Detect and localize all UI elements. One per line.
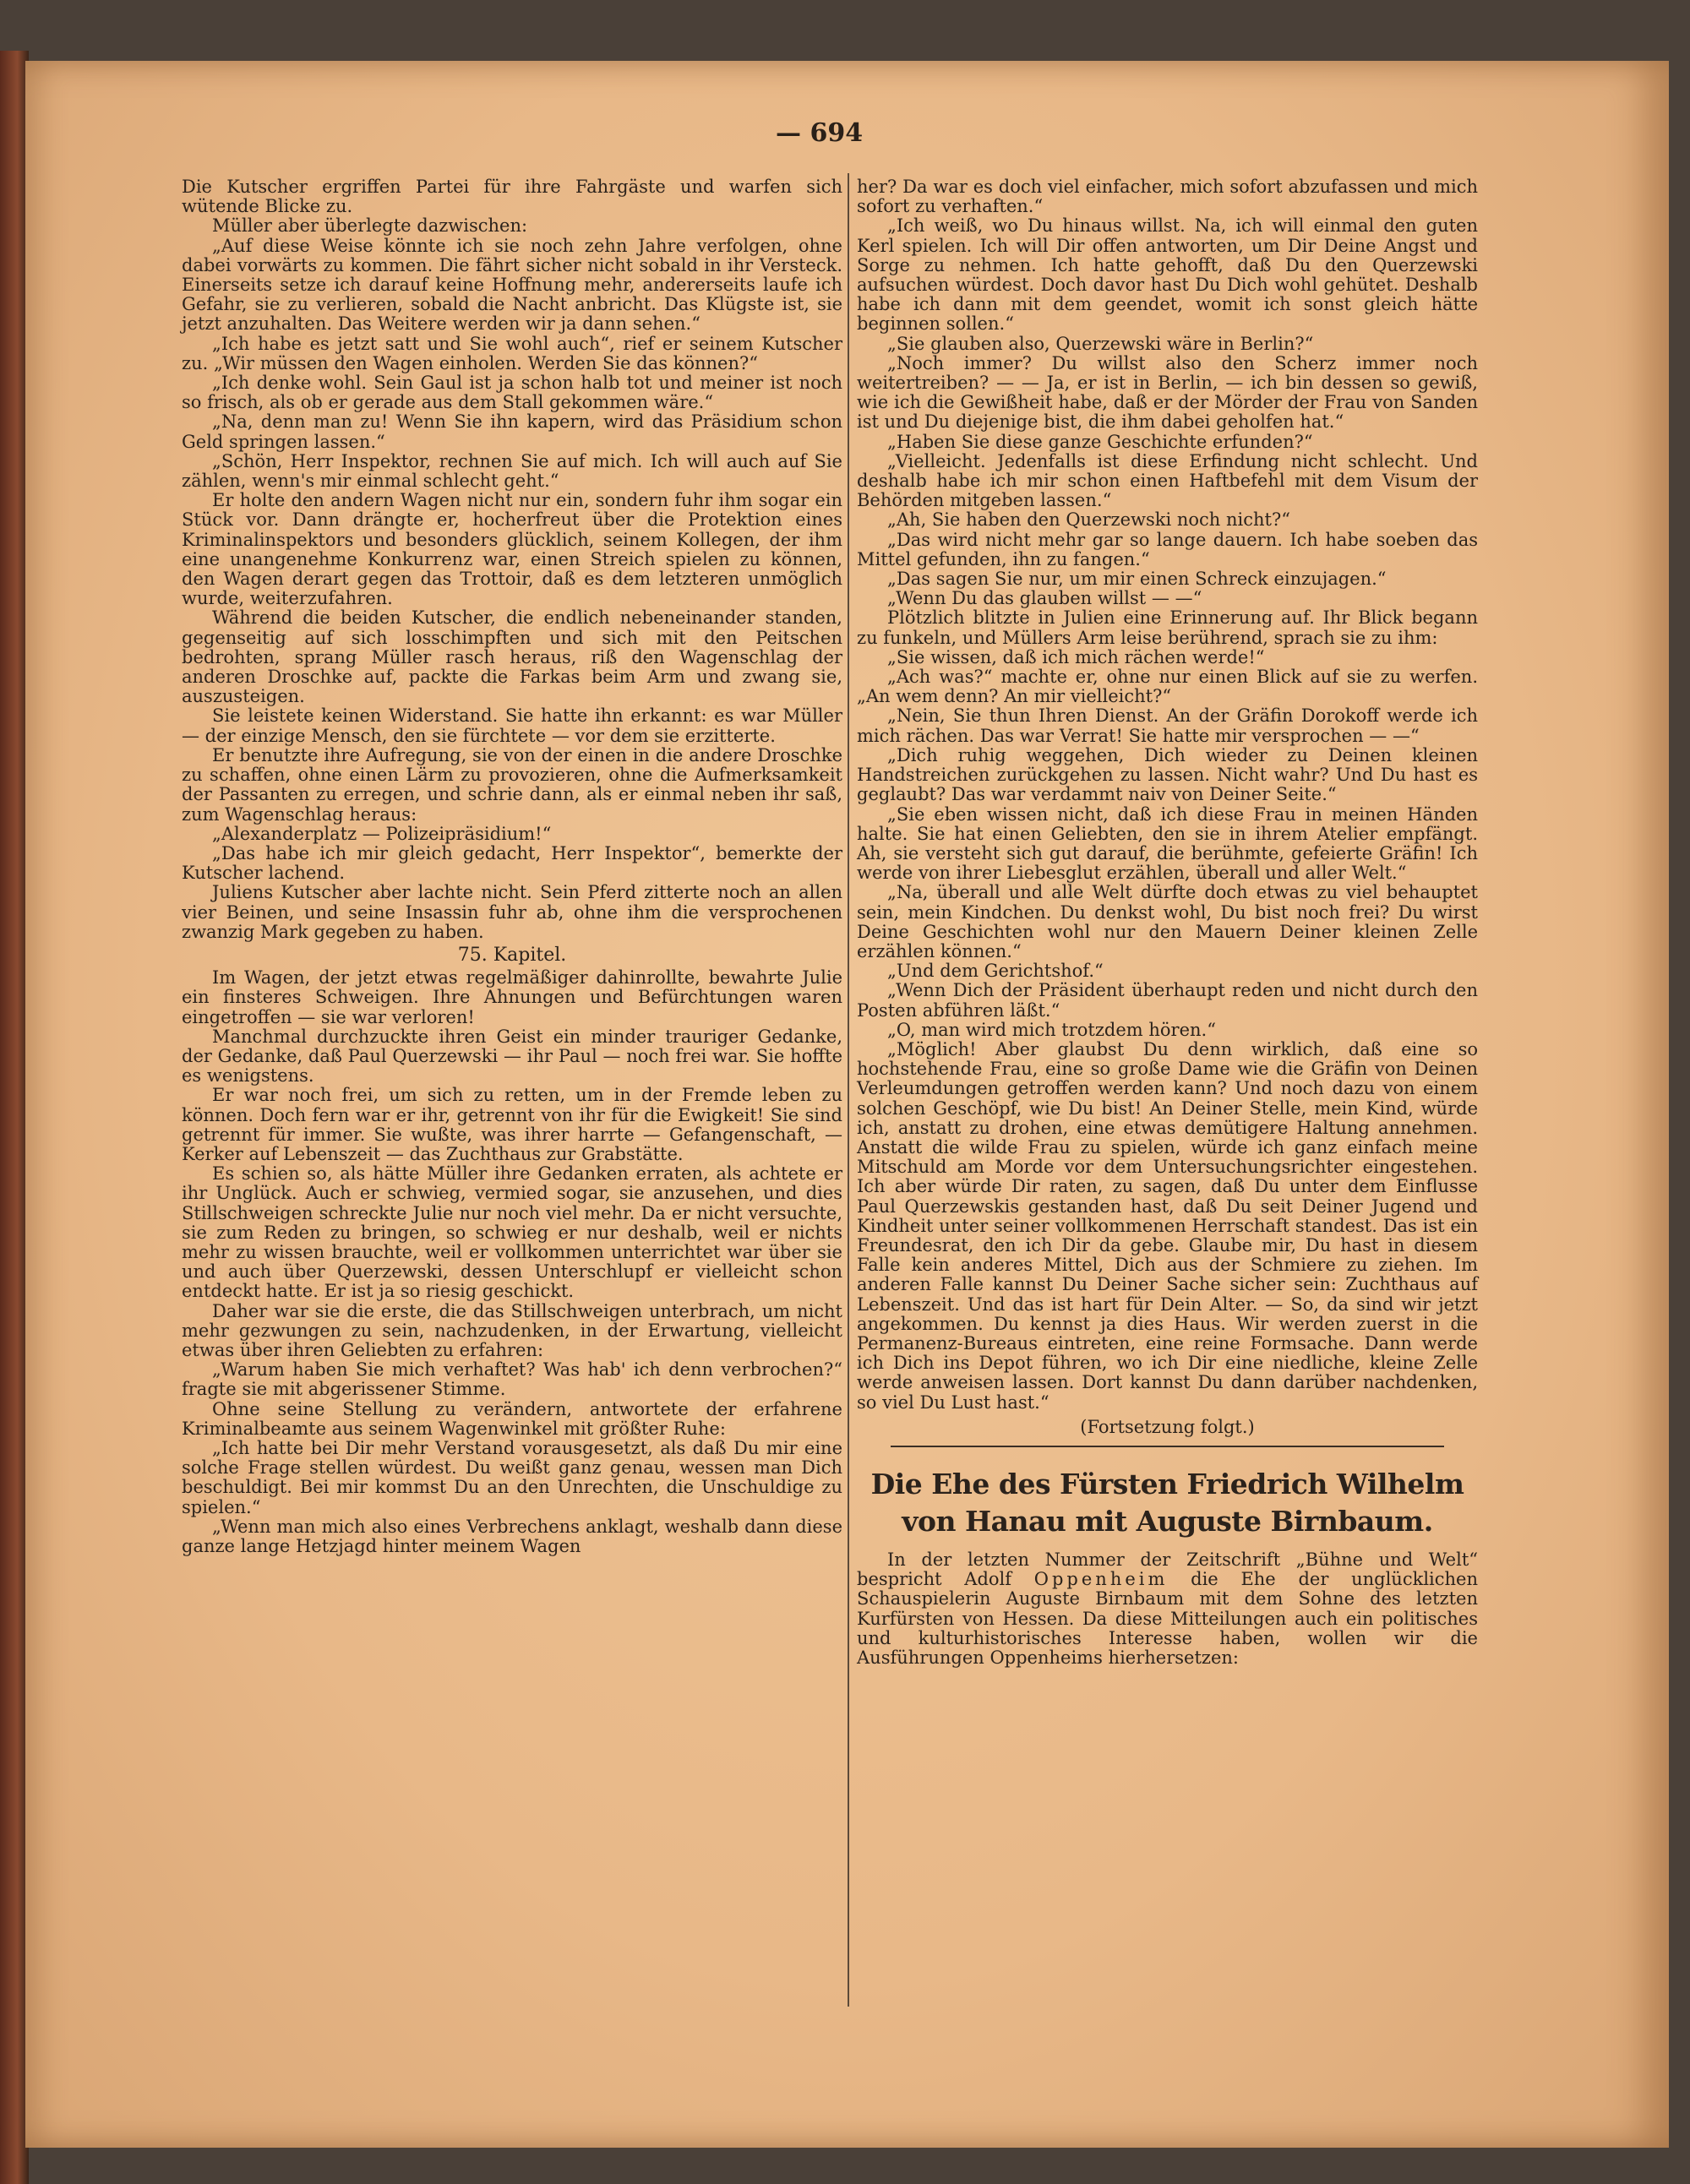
paragraph: Er war noch frei, um sich zu retten, um in der Fremde leben zu können. Doch fern war er ihr, getrennt von ihr für die Ewigkeit! Sie sind getrennt für immer. Sie wußte, was ihrer harrte — Gefangenschaft, — Kerker auf Lebenszeit — das Zuchthaus zur Grabstätte. — [182, 1085, 842, 1164]
paragraph: „Noch immer? Du willst also den Scherz immer noch weitertreiben? — — Ja, er ist in Berlin, — ich bin dessen so gewiß, wie ich die Gewißheit habe, daß er der Mörder der Frau von Sanden ist und Du diejenige bist, die ihm dabei geholfen hat.“ — [857, 352, 1478, 433]
article-headline: Die Ehe des Fürsten Friedrich Wilhelm von Hanau mit Auguste Birnbaum. — [870, 1468, 1464, 1538]
to-be-continued: (Fortsetzung folgt.) — [1080, 1416, 1255, 1437]
paragraph: „Dich ruhig weggehen, Dich wieder zu Deinen kleinen Handstreichen zurückgehen zu lassen. Nicht wahr? Und Du hast es geglaubt? Das war verdammt naiv von Deiner Seite.“ — [857, 744, 1478, 805]
paragraph: Er benutzte ihre Aufregung, sie von der einen in die andere Droschke zu schaffen, ohne einen Lärm zu provozieren, ohne die Aufmerksamkeit der Passanten zu erregen, und schrie dann, als er einmal neben ihr saß, zum Wagenschlag heraus: — [182, 744, 842, 825]
paragraph: Im Wagen, der jetzt etwas regelmäßiger dahinrollte, bewahrte Julie ein finsteres Schweigen. Ihre Ahnungen und Befürchtungen waren eingetroffen — sie war verloren! — [182, 967, 842, 1027]
paragraph: „Na, denn man zu! Wenn Sie ihn kapern, wird das Präsidium schon Geld springen lassen.“ — [182, 411, 842, 452]
right-column — [857, 177, 1478, 1668]
paragraph: „Haben Sie diese ganze Geschichte erfunden?“ — [887, 431, 1313, 452]
paragraph: Müller aber überlegte dazwischen: — [212, 215, 528, 237]
paragraph: „Ich hatte bei Dir mehr Verstand vorausgesetzt, als daß Du mir eine solche Frage stellen würdest. Du weißt ganz genau, wessen man Dich beschuldigt. Bei mir kommst Du an den Unrechten, die Unschuldige zu spielen.“ — [182, 1438, 842, 1517]
paragraph: „Das sagen Sie nur, um mir einen Schreck einzujagen.“ — [887, 569, 1387, 590]
paragraph: Plötzlich blitzte in Julien eine Erinnerung auf. Ihr Blick begann zu funkeln, und Müllers Arm leise berührend, sprach sie zu ihm: — [857, 607, 1478, 648]
paragraph: Manchmal durchzuckte ihren Geist ein minder trauriger Gedanke, der Gedanke, daß Paul Querzewski — ihr Paul — noch frei war. Sie hoffte es wenigstens. — [182, 1026, 842, 1087]
section-rule — [891, 1446, 1444, 1447]
book-spine-edge — [0, 51, 29, 2184]
paragraph: „Auf diese Weise könnte ich sie noch zehn Jahre verfolgen, ohne dabei vorwärts zu kommen. Die fährt sicher nicht sobald in ihr Versteck. Einerseits setze ich darauf keine Hoffnung mehr, andererseits laufe ich Gefahr, sie zu verlieren, sobald die Nacht anbricht. Das Klügste ist, sie jetzt anzuhalten. Das Weitere werden wir ja dann sehen.“ — [182, 235, 842, 335]
paragraph: „Alexanderplatz — Polizeipräsidium!“ — [212, 823, 552, 844]
column-divider — [848, 173, 849, 2007]
paragraph: „Schön, Herr Inspektor, rechnen Sie auf mich. Ich will auch auf Sie zählen, wenn's mir einmal schlecht geht.“ — [182, 450, 842, 492]
paragraph: „Möglich! Aber glaubst Du denn wirklich, daß eine so hochstehende Frau, eine so große Dame wie die Gräfin von Deinen Verleumdungen getroffen werden kann? Und noch dazu von einem solchen Geschöpf, wie Du bist! An Deiner Stelle, mein Kind, würde ich, anstatt zu drohen, eine etwas demütigere Haltung annehmen. Anstatt die wilde Frau zu spielen, würde ich ganz einfach meine Mitschuld am Morde vor dem Untersuchungsrichter eingestehen. Ich aber würde Dir raten, zu sagen, daß Du unter dem Einflusse Paul Querzewskis gestanden hast, daß Du seit Deiner Jugend und Kindheit unter seiner vollkommenen Herrschaft standest. Das ist ein Freundesrat, den ich Dir da gebe. Glaube mir, Du hast in diesem Falle kein anderes Mittel, Dich aus der Schmiere zu ziehen. Im anderen Falle kannst Du Deiner Sache sicher sein: Zuchthaus auf Lebenszeit. Und das ist hart für Dein Alter. — So, da sind wir jetzt angekommen. Du kennst ja dies Haus. Wir werden zuerst in die Permanenz-Bureaus eintreten, eine reine Formsache. Dann werde ich Dich ins Depot führen, wo ich Dir eine niedliche, kleine Zelle werde anweisen lassen. Dort kannst Du dann darüber nachdenken, so viel Du Lust hast.“ — [857, 1038, 1478, 1413]
paragraph: „Nein, Sie thun Ihren Dienst. An der Gräfin Dorokoff werde ich mich rächen. Das war Verrat! Sie hatte mir versprochen — —“ — [857, 705, 1478, 746]
paragraph: „Ich weiß, wo Du hinaus willst. Na, ich will einmal den guten Kerl spielen. Ich will Dir offen antworten, um Dir Deine Angst und Sorge zu nehmen. Ich hatte gehofft, daß Du den Querzewski aufsuchen würdest. Doch davor hast Du Dich wohl gehütet. Deshalb habe ich dann mit dem geendet, womit ich sonst gleich hätte beginnen sollen.“ — [857, 215, 1478, 335]
paragraph: „Sie glauben also, Querzewski wäre in Berlin?“ — [887, 333, 1314, 354]
paragraph: Er holte den andern Wagen nicht nur ein, sondern fuhr ihm sogar ein Stück vor. Dann drängte er, hocherfreut über die Protektion eines Kriminalinspektors und besonders glücklich, seinem Kollegen, der ihm eine unangenehme Konkurrenz war, einen Streich spielen zu können, den Wagen derart gegen das Trottoir, daß es dem letzteren unmöglich wurde, weiterzufahren. — [182, 490, 842, 609]
paragraph: „Vielleicht. Jedenfalls ist diese Erfindung nicht schlecht. Und deshalb habe ich mir schon einen Haftbefehl mit dem Visum der Behörden mitgeben lassen.“ — [857, 450, 1478, 511]
paragraph: Die Kutscher ergriffen Partei für ihre Fahrgäste und warfen sich wütende Blicke zu. — [182, 177, 842, 217]
paragraph: Sie leistete keinen Widerstand. Sie hatte ihn erkannt: es war Müller — der einzige Mensch, den sie fürchtete — vor dem sie erzitterte. — [182, 705, 842, 746]
paragraph: „Na, überall und alle Welt dürfte doch etwas zu viel behauptet sein, mein Kindchen. Du denkst wohl, Du bist noch frei? Du wirst Deine Geschichten wohl nur den Mauern Deiner kleinen Zelle erzählen können.“ — [857, 882, 1478, 961]
paragraph: „Wenn man mich also eines Verbrechens anklagt, weshalb dann diese ganze lange Hetzjagd hinter meinem Wagen — [182, 1516, 842, 1557]
left-column — [182, 177, 842, 1556]
chapter-heading: 75. Kapitel. — [457, 944, 567, 966]
paragraph: „Wenn Dich der Präsident überhaupt reden und nicht durch den Posten abführen läßt.“ — [857, 980, 1478, 1021]
paragraph: „Sie wissen, daß ich mich rächen werde!“ — [887, 646, 1265, 667]
paragraph: „Und dem Gerichtshof.“ — [887, 961, 1104, 982]
intro-text: In der letzten Nummer der Zeitschrift „Bühne und Welt“ bespricht Adolf — [857, 1549, 1478, 1590]
paragraph: Juliens Kutscher aber lachte nicht. Sein Pferd zitterte noch an allen vier Beinen, und seine Insassin fuhr ab, ohne ihm die versprochenen zwanzig Mark gegeben zu haben. — [182, 882, 842, 942]
continuation-paragraph: her? Da war es doch viel einfacher, mich sofort abzufassen und mich sofort zu verhaften.“ — [857, 177, 1478, 217]
paragraph: „Ich habe es jetzt satt und Sie wohl auch“, rief er seinem Kutscher zu. „Wir müssen den Wagen einholen. Werden Sie das können?“ — [182, 333, 842, 373]
paragraph: Daher war sie die erste, die das Stillschweigen unterbrach, um nicht mehr gezwungen zu sein, nachzudenken, in der Erwartung, vielleicht etwas über ihren Geliebten zu erfahren: — [182, 1300, 842, 1360]
paragraph: Es schien so, als hätte Müller ihre Gedanken erraten, als achtete er ihr Unglück. Auch er schwieg, vermied sogar, sie anzusehen, und dies Stillschweigen schreckte Julie nur noch viel mehr. Da er nicht versuchte, sie zum Reden zu bringen, so schwieg er nur deshalb, weil er nichts mehr zu wissen brauchte, weil er vollkommen unterrichtet war über sie und auch über Querzewski, dessen Unterschlupf er vielleicht schon entdeckt hatte. Er ist ja so riesig geschickt. — [182, 1163, 842, 1302]
paragraph: „O, man wird mich trotzdem hören.“ — [887, 1019, 1216, 1040]
paragraph: „Sie eben wissen nicht, daß ich diese Frau in meinen Händen halte. Sie hat einen Geliebten, den sie in ihrem Atelier empfängt. Ah, sie versteht sich gut darauf, die berühmte, gefeierte Gräfin! Ich werde von ihrer Liebesglut erzählen, überall und aller Welt.“ — [857, 803, 1478, 884]
paragraph: „Ach was?“ machte er, ohne nur einen Blick auf sie zu werfen. „An wem denn? An mir vielleicht?“ — [857, 667, 1478, 707]
paragraph: Ohne seine Stellung zu verändern, antwortete der erfahrene Kriminalbeamte aus seinem Wagenwinkel mit größter Ruhe: — [182, 1398, 842, 1439]
intro-text: die Ehe der unglücklichen Schauspielerin Auguste Birnbaum mit dem Sohne des letzten Kurfürsten von Hessen. Da diese Mitteilungen auch ein politisches und kulturhistorisches Interesse haben, wollen wir die Ausführungen Oppenheims hierhersetzen: — [857, 1569, 1478, 1669]
paragraph: „Ich denke wohl. Sein Gaul ist ja schon halb tot und meiner ist noch so frisch, als ob er gerade aus dem Stall gekommen wäre.“ — [182, 373, 842, 413]
author-name: Oppenheim — [1033, 1569, 1169, 1590]
paragraph: „Das wird nicht mehr gar so lange dauern. Ich habe soeben das Mittel gefunden, ihn zu fangen.“ — [857, 529, 1478, 569]
article-intro — [857, 1550, 1478, 1668]
paragraph: „Ah, Sie haben den Querzewski noch nicht?“ — [887, 509, 1290, 531]
page-number: — 694 — [776, 118, 864, 148]
paragraph: „Warum haben Sie mich verhaftet? Was hab' ich denn verbrochen?“ fragte sie mit abgerissener Stimme. — [182, 1359, 842, 1400]
paragraph: „Wenn Du das glauben willst — —“ — [887, 588, 1202, 609]
paragraph: „Das habe ich mir gleich gedacht, Herr Inspektor“, bemerkte der Kutscher lachend. — [182, 842, 842, 884]
paragraph: Während die beiden Kutscher, die endlich nebeneinander standen, gegenseitig auf sich losschimpften und sich mit den Peitschen bedrohten, sprang Müller rasch heraus, riß den Wagenschlag der anderen Droschke auf, packte die Farkas beim Arm und zwang sie, auszusteigen. — [182, 607, 842, 707]
